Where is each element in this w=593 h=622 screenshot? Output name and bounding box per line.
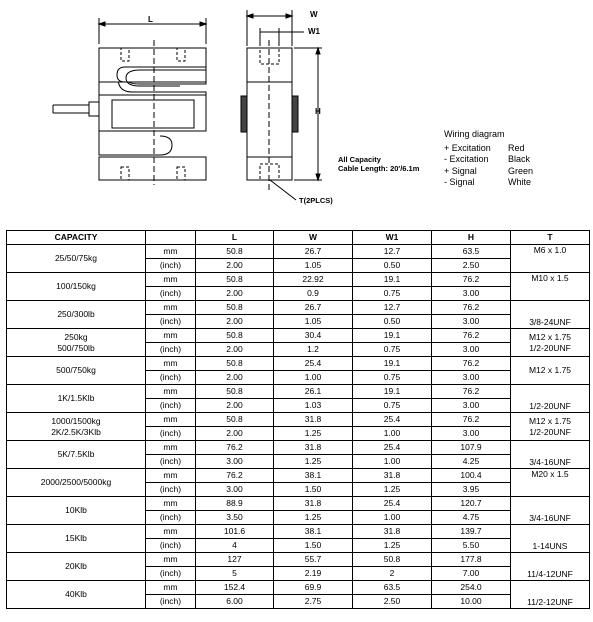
thread-label: 11/2-12UNF: [527, 597, 573, 607]
table-row: [7, 553, 590, 567]
unit-mm: mm: [146, 553, 196, 567]
value-mm: 76.2: [432, 301, 511, 315]
unit-inch: (inch): [146, 259, 196, 273]
table-header-row: [7, 231, 590, 245]
dim-label-h: H: [315, 107, 321, 116]
value-mm: 254.0: [432, 581, 511, 595]
value-inch: 5.50: [432, 539, 511, 553]
table-row: [7, 441, 590, 455]
unit-inch: (inch): [146, 371, 196, 385]
unit-mm: mm: [146, 301, 196, 315]
value-mm: 50.8: [196, 329, 274, 343]
thread-label: M12 x 1.75: [528, 415, 572, 426]
value-mm: 31.8: [353, 525, 432, 539]
capacity-label: 1K/1.5Klb: [57, 393, 95, 403]
table-row: [7, 469, 590, 483]
capacity-label: 20Klb: [65, 561, 87, 571]
value-mm: 30.4: [274, 329, 353, 343]
table-row: [7, 245, 590, 259]
value-inch: 7.00: [432, 567, 511, 581]
value-mm: 19.1: [353, 357, 432, 371]
value-inch: 2.00: [196, 315, 274, 329]
value-mm: 100.4: [432, 469, 511, 483]
value-mm: 26.7: [274, 301, 353, 315]
thread-cell: [511, 357, 590, 385]
value-inch: 2.19: [274, 567, 353, 581]
value-inch: 2.00: [196, 399, 274, 413]
unit-inch: (inch): [146, 343, 196, 357]
thread-cell: [511, 301, 590, 329]
value-inch: 1.03: [274, 399, 353, 413]
header-capacity: CAPACITY: [7, 231, 146, 245]
thread-label: 1/2-20UNF: [529, 426, 571, 437]
dim-label-w1: W1: [308, 27, 320, 36]
thread-label: 3/4-16UNF: [529, 457, 571, 467]
wiring-signal: - Signal: [444, 177, 475, 187]
value-inch: 1.25: [274, 455, 353, 469]
value-mm: 26.7: [274, 245, 353, 259]
unit-mm: mm: [146, 413, 196, 427]
unit-mm: mm: [146, 245, 196, 259]
value-mm: 25.4: [353, 413, 432, 427]
thread-label: 1/2-20UNF: [529, 342, 571, 353]
value-inch: 3.95: [432, 483, 511, 497]
capacity-label: 100/150kg: [56, 281, 96, 291]
thread-label: 1/2-20UNF: [529, 401, 571, 411]
value-mm: 19.1: [353, 273, 432, 287]
value-inch: 2.00: [196, 343, 274, 357]
value-mm: 31.8: [274, 413, 353, 427]
value-inch: 1.25: [274, 427, 353, 441]
value-inch: 0.9: [274, 287, 353, 301]
value-inch: 4.75: [432, 511, 511, 525]
capacity-cell: [7, 301, 146, 329]
value-inch: 2.75: [274, 595, 353, 609]
value-mm: 50.8: [196, 385, 274, 399]
value-mm: 88.9: [196, 497, 274, 511]
wiring-diagram: [444, 129, 533, 189]
value-inch: 0.50: [353, 315, 432, 329]
wiring-signal: + Excitation: [444, 142, 491, 153]
value-mm: 38.1: [274, 469, 353, 483]
value-mm: 76.2: [432, 385, 511, 399]
capacity-label: 15Klb: [65, 533, 87, 543]
capacity-label: 10Klb: [65, 505, 87, 515]
value-mm: 101.6: [196, 525, 274, 539]
value-inch: 1.25: [353, 539, 432, 553]
header-h: H: [432, 231, 511, 245]
capacity-label: 2K/2.5K/3Klb: [51, 426, 101, 437]
capacity-cell: [7, 357, 146, 385]
capacity-label: 5K/7.5Klb: [57, 449, 95, 459]
unit-inch: (inch): [146, 315, 196, 329]
thread-label: 3/4-16UNF: [529, 513, 571, 523]
value-mm: 76.2: [432, 329, 511, 343]
unit-mm: mm: [146, 469, 196, 483]
capacity-label: 40Klb: [65, 589, 87, 599]
value-mm: 76.2: [432, 273, 511, 287]
value-inch: 2.00: [196, 287, 274, 301]
thread-cell: [511, 441, 590, 469]
capacity-cell: [7, 413, 146, 441]
capacity-cell: [7, 525, 146, 553]
value-inch: 3.00: [432, 315, 511, 329]
value-mm: 63.5: [432, 245, 511, 259]
value-mm: 107.9: [432, 441, 511, 455]
value-inch: 1.50: [274, 483, 353, 497]
dim-label-w: W: [310, 10, 318, 19]
capacity-cell: [7, 581, 146, 609]
cable-note-line-2: Cable Length: 20'/6.1m: [338, 164, 420, 173]
thread-cell: [511, 581, 590, 609]
value-inch: 1.05: [274, 259, 353, 273]
value-inch: 2: [353, 567, 432, 581]
thread-cell: [511, 497, 590, 525]
capacity-cell: [7, 385, 146, 413]
value-mm: 19.1: [353, 385, 432, 399]
value-inch: 3.50: [196, 511, 274, 525]
value-mm: 55.7: [274, 553, 353, 567]
value-mm: 50.8: [196, 245, 274, 259]
wiring-row: [444, 143, 533, 155]
value-mm: 139.7: [432, 525, 511, 539]
capacity-label: 250/300lb: [57, 309, 95, 319]
wiring-signal: + Signal: [444, 165, 477, 176]
wiring-title: Wiring diagram: [444, 129, 505, 139]
thread-cell: [511, 329, 590, 357]
header-w1: W1: [353, 231, 432, 245]
thread-label: M20 x 1.5: [531, 469, 569, 479]
value-inch: 1.50: [274, 539, 353, 553]
capacity-label: 500/750kg: [56, 365, 96, 375]
capacity-cell: [7, 441, 146, 469]
table-row: [7, 301, 590, 315]
unit-mm: mm: [146, 525, 196, 539]
value-inch: 0.75: [353, 399, 432, 413]
thread-cell: [511, 413, 590, 441]
thread-cell: [511, 469, 590, 497]
unit-mm: mm: [146, 357, 196, 371]
unit-inch: (inch): [146, 539, 196, 553]
value-inch: 1.2: [274, 343, 353, 357]
value-mm: 177.8: [432, 553, 511, 567]
wiring-signal: - Excitation: [444, 154, 489, 164]
value-mm: 31.8: [274, 497, 353, 511]
value-inch: 2.00: [196, 371, 274, 385]
thread-label: M12 x 1.75: [528, 365, 572, 375]
unit-inch: (inch): [146, 567, 196, 581]
unit-inch: (inch): [146, 427, 196, 441]
value-inch: 2.00: [196, 259, 274, 273]
capacity-cell: [7, 329, 146, 357]
value-inch: 5: [196, 567, 274, 581]
value-mm: 22.92: [274, 273, 353, 287]
capacity-cell: [7, 553, 146, 581]
value-inch: 1.05: [274, 315, 353, 329]
capacity-cell: [7, 273, 146, 301]
table-row: [7, 497, 590, 511]
unit-mm: mm: [146, 441, 196, 455]
value-inch: 1.25: [274, 511, 353, 525]
wiring-row: [444, 177, 533, 189]
thread-label: 3/8-24UNF: [529, 317, 571, 327]
unit-inch: (inch): [146, 287, 196, 301]
value-inch: 3.00: [196, 483, 274, 497]
value-mm: 12.7: [353, 245, 432, 259]
unit-inch: (inch): [146, 483, 196, 497]
table-row: [7, 581, 590, 595]
value-mm: 12.7: [353, 301, 432, 315]
value-inch: 3.00: [432, 399, 511, 413]
value-inch: 3.00: [432, 427, 511, 441]
value-mm: 50.8: [196, 357, 274, 371]
unit-mm: mm: [146, 329, 196, 343]
capacity-label: 500/750lb: [57, 342, 95, 353]
wiring-color: Red: [508, 142, 525, 153]
table-row: [7, 413, 590, 427]
value-mm: 63.5: [353, 581, 432, 595]
value-mm: 50.8: [353, 553, 432, 567]
technical-drawing-svg: [0, 0, 593, 225]
thread-label: M6 x 1.0: [533, 245, 567, 255]
header-l: L: [196, 231, 274, 245]
value-inch: 2.50: [432, 259, 511, 273]
capacity-label: 250kg: [64, 331, 88, 342]
value-inch: 2.00: [196, 427, 274, 441]
unit-inch: (inch): [146, 455, 196, 469]
value-mm: 50.8: [196, 413, 274, 427]
value-mm: 50.8: [196, 301, 274, 315]
value-mm: 31.8: [353, 469, 432, 483]
thread-cell: [511, 385, 590, 413]
unit-mm: mm: [146, 497, 196, 511]
unit-inch: (inch): [146, 399, 196, 413]
value-mm: 76.2: [432, 357, 511, 371]
capacity-cell: [7, 245, 146, 273]
value-inch: 1.00: [353, 511, 432, 525]
value-inch: 0.75: [353, 287, 432, 301]
value-mm: 25.4: [353, 497, 432, 511]
cable-note-line-1: All Capacity: [338, 155, 381, 164]
value-mm: 76.2: [432, 413, 511, 427]
value-inch: 10.00: [432, 595, 511, 609]
thread-label: M12 x 1.75: [528, 331, 572, 342]
value-inch: 1.25: [353, 483, 432, 497]
wiring-color: White: [508, 177, 532, 187]
thread-label: M10 x 1.5: [531, 273, 569, 283]
value-mm: 26.1: [274, 385, 353, 399]
value-inch: 6.00: [196, 595, 274, 609]
value-mm: 19.1: [353, 329, 432, 343]
unit-inch: (inch): [146, 595, 196, 609]
value-inch: 0.75: [353, 343, 432, 357]
value-inch: 4: [196, 539, 274, 553]
value-mm: 25.4: [353, 441, 432, 455]
thread-label: 11/4-12UNF: [527, 569, 573, 579]
dim-label-l: L: [148, 15, 153, 24]
wiring-color: Black: [508, 154, 531, 164]
value-inch: 4.25: [432, 455, 511, 469]
cable-note: [338, 155, 419, 173]
value-mm: 69.9: [274, 581, 353, 595]
unit-mm: mm: [146, 273, 196, 287]
capacity-label: 1000/1500kg: [51, 415, 101, 426]
value-inch: 0.50: [353, 259, 432, 273]
unit-mm: mm: [146, 385, 196, 399]
value-inch: 3.00: [432, 343, 511, 357]
thread-cell: [511, 245, 590, 273]
wiring-color: Green: [508, 165, 534, 176]
table-row: [7, 329, 590, 343]
value-mm: 76.2: [196, 441, 274, 455]
value-mm: 127: [196, 553, 274, 567]
header-t: T: [511, 231, 590, 245]
dim-label-t: T(2PLCS): [299, 196, 333, 205]
table-row: [7, 525, 590, 539]
table-row: [7, 357, 590, 371]
thread-cell: [511, 553, 590, 581]
value-inch: 1.00: [353, 427, 432, 441]
value-mm: 120.7: [432, 497, 511, 511]
capacity-cell: [7, 497, 146, 525]
value-inch: 3.00: [432, 287, 511, 301]
wiring-row: [444, 166, 533, 178]
value-inch: 3.00: [432, 371, 511, 385]
value-mm: 31.8: [274, 441, 353, 455]
table-row: [7, 385, 590, 399]
unit-mm: mm: [146, 581, 196, 595]
value-mm: 25.4: [274, 357, 353, 371]
value-inch: 0.75: [353, 371, 432, 385]
value-inch: 3.00: [196, 455, 274, 469]
thread-cell: [511, 525, 590, 553]
table-row: [7, 273, 590, 287]
thread-label: 1-14UNS: [532, 541, 568, 551]
value-mm: 152.4: [196, 581, 274, 595]
load-cell-drawing: [0, 0, 593, 225]
value-inch: 1.00: [353, 455, 432, 469]
value-mm: 38.1: [274, 525, 353, 539]
value-mm: 76.2: [196, 469, 274, 483]
header-unit: [146, 231, 196, 245]
capacity-table: [6, 230, 590, 609]
value-inch: 1.00: [274, 371, 353, 385]
capacity-cell: [7, 469, 146, 497]
value-mm: 50.8: [196, 273, 274, 287]
capacity-label: 25/50/75kg: [54, 253, 98, 263]
value-inch: 2.50: [353, 595, 432, 609]
thread-cell: [511, 273, 590, 301]
unit-inch: (inch): [146, 511, 196, 525]
capacity-label: 2000/2500/5000kg: [40, 477, 112, 487]
header-w: W: [274, 231, 353, 245]
wiring-row: [444, 154, 533, 166]
